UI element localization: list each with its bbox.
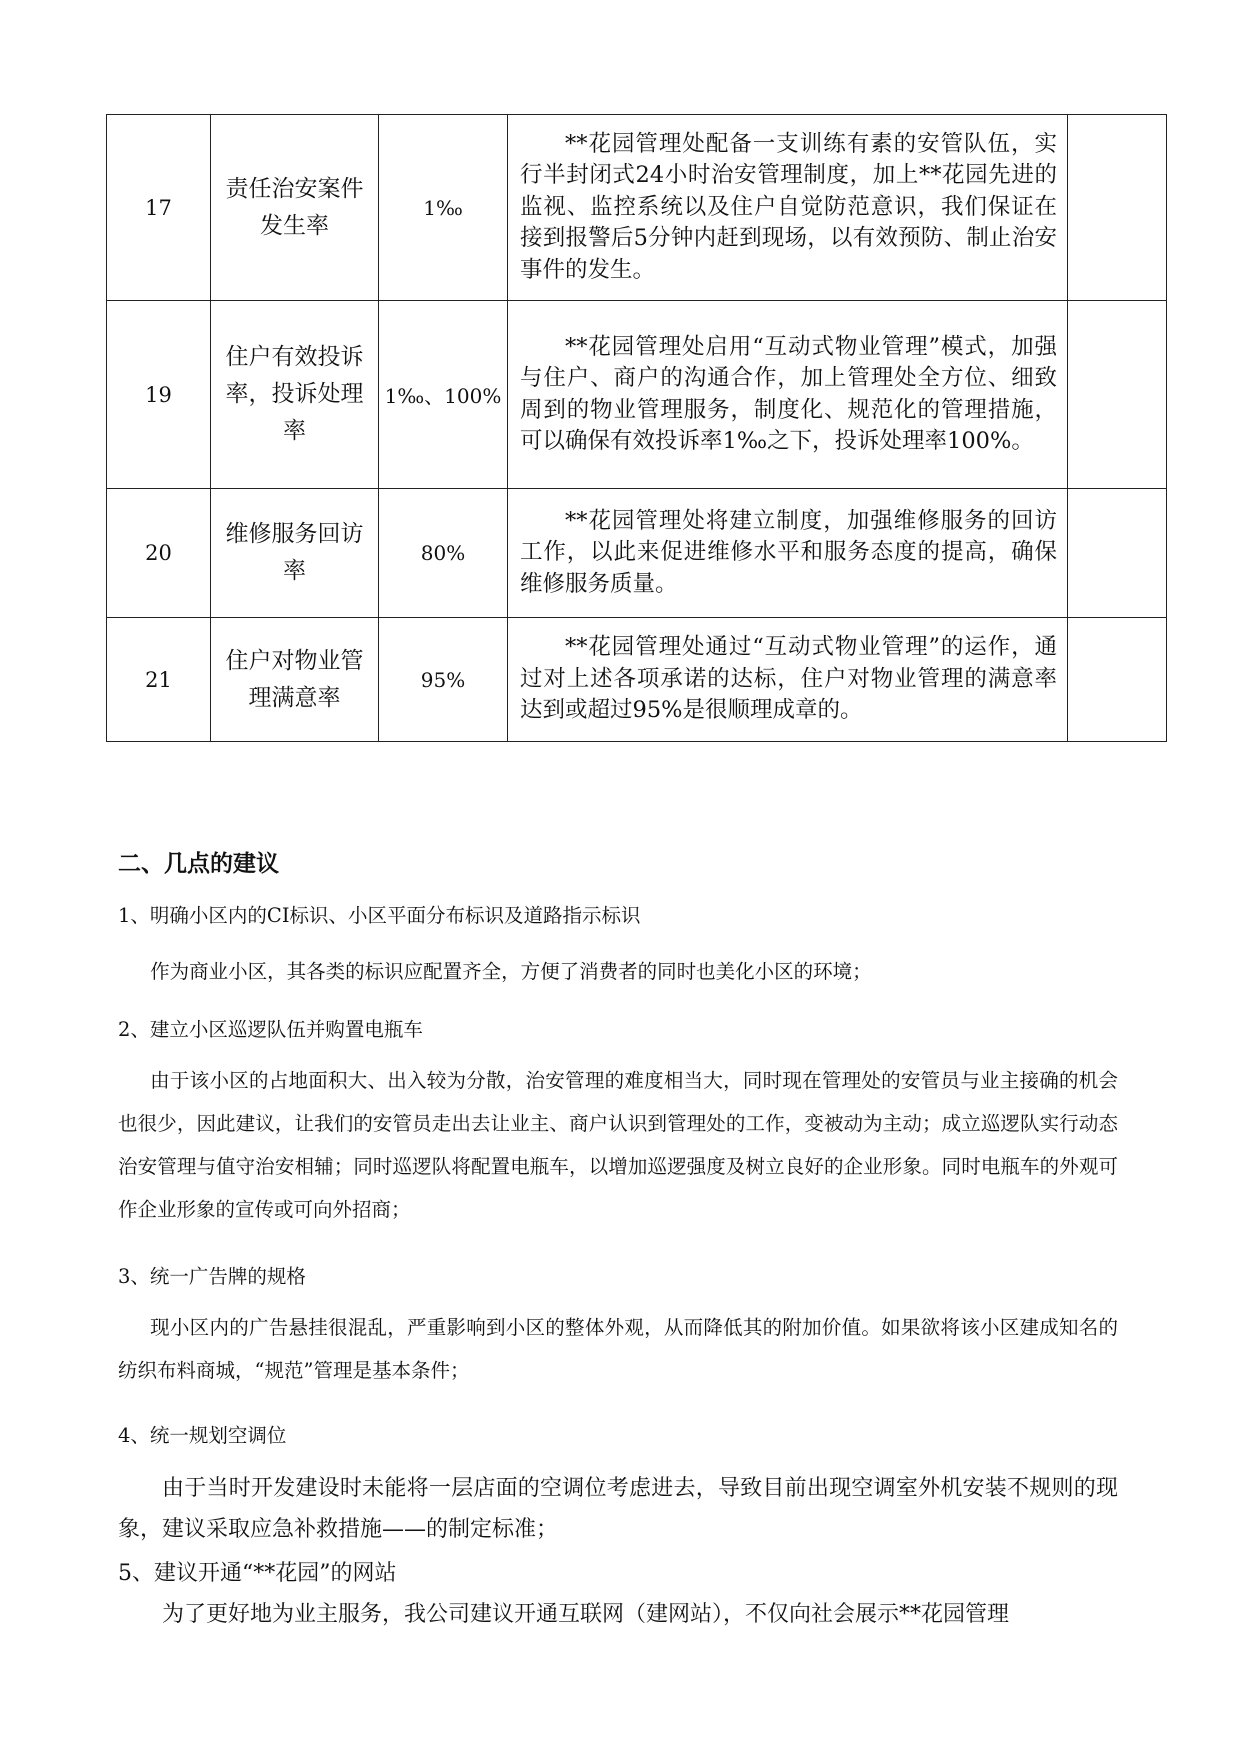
indicator-name: 责任治安案件发生率 <box>211 115 379 301</box>
row-number: 19 <box>107 301 211 489</box>
suggestion-heading-1: 1、明确小区内的CI标识、小区平面分布标识及道路指示标识 <box>118 904 641 927</box>
table-row <box>107 489 1167 618</box>
suggestion-text-4: 由于当时开发建设时未能将一层店面的空调位考虑进去，导致目前出现空调室外机安装不规则的现象，建议采取应急补救措施——的制定标准； <box>118 1476 1118 1542</box>
indicator-target: 1‰、100% <box>379 301 508 489</box>
commitment-description: **花园管理处通过“互动式物业管理”的运作，通过对上述各项承诺的达标，住户对物业管理的满意率达到或超过95%是很顺理成章的。 <box>508 618 1068 742</box>
table-row <box>107 115 1167 301</box>
suggestion-heading-4: 4、统一规划空调位 <box>118 1424 287 1447</box>
empty-cell <box>1068 618 1167 742</box>
indicator-target: 80% <box>379 489 508 618</box>
table-row <box>107 301 1167 489</box>
suggestion-text-3: 现小区内的广告悬挂很混乱，严重影响到小区的整体外观，从而降低其的附加价值。如果欲将该小区建成知名的纺织布料商城，“规范”管理是基本条件； <box>118 1316 1118 1382</box>
indicator-target: 1‰ <box>379 115 508 301</box>
empty-cell <box>1068 489 1167 618</box>
suggestion-heading-3: 3、统一广告牌的规格 <box>118 1265 306 1288</box>
indicator-name: 住户有效投诉率，投诉处理率 <box>211 301 379 489</box>
commitment-table <box>106 114 1167 742</box>
suggestion-text-1: 作为商业小区，其各类的标识应配置齐全，方便了消费者的同时也美化小区的环境； <box>150 960 872 983</box>
commitment-description: **花园管理处将建立制度，加强维修服务的回访工作，以此来促进维修水平和服务态度的提高，确保维修服务质量。 <box>508 489 1068 618</box>
section-title: 二、几点的建议 <box>118 851 279 877</box>
commitment-description: **花园管理处启用“互动式物业管理”模式，加强与住户、商户的沟通合作，加上管理处全方位、细致周到的物业管理服务，制度化、规范化的管理措施，可以确保有效投诉率1‰之下，投诉处理率100%。 <box>508 301 1068 489</box>
commitment-description: **花园管理处配备一支训练有素的安管队伍，实行半封闭式24小时治安管理制度，加上**花园先进的监视、监控系统以及住户自觉防范意识，我们保证在接到报警后5分钟内赶到现场，以有效预防、制止治安事件的发生。 <box>508 115 1068 301</box>
indicator-target: 95% <box>379 618 508 742</box>
row-number: 17 <box>107 115 211 301</box>
indicator-name: 住户对物业管理满意率 <box>211 618 379 742</box>
empty-cell <box>1068 115 1167 301</box>
suggestion-heading-2: 2、建立小区巡逻队伍并购置电瓶车 <box>118 1018 423 1041</box>
indicator-name: 维修服务回访率 <box>211 489 379 618</box>
suggestion-heading-5: 5、建议开通“**花园”的网站 <box>118 1561 397 1586</box>
row-number: 20 <box>107 489 211 618</box>
row-number: 21 <box>107 618 211 742</box>
suggestion-text-2: 由于该小区的占地面积大、出入较为分散，治安管理的难度相当大，同时现在管理处的安管员与业主接确的机会也很少，因此建议，让我们的安管员走出去让业主、商户认识到管理处的工作，变被动为主动；成立巡逻队实行动态治安管理与值守治安相辅；同时巡逻队将配置电瓶车，以增加巡逻强度及树立良好的企业形象。同时电瓶车的外观可作企业形象的宣传或可向外招商； <box>118 1069 1118 1221</box>
table-row <box>107 618 1167 742</box>
empty-cell <box>1068 301 1167 489</box>
suggestion-text-5: 为了更好地为业主服务，我公司建议开通互联网（建网站），不仅向社会展示**花园管理 <box>162 1602 1010 1627</box>
